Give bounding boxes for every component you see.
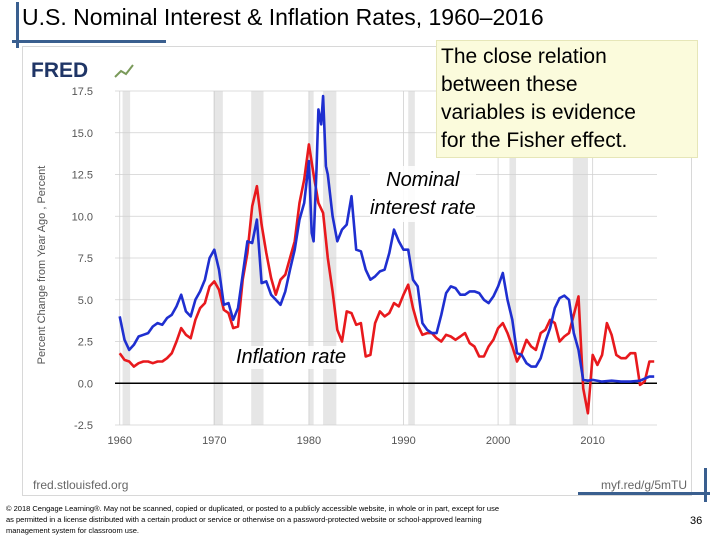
nominal-rate-annotation bbox=[370, 166, 476, 222]
y-tick-label: 2.5 bbox=[77, 336, 93, 349]
y-tick-label: -2.5 bbox=[74, 420, 93, 432]
source-left: fred.stlouisfed.org bbox=[33, 478, 129, 492]
title-accent-horizontal bbox=[12, 40, 166, 43]
y-axis-label: Percent Change from Year Ago , Percent bbox=[36, 165, 48, 365]
x-tick-label: 1980 bbox=[296, 435, 322, 447]
callout-line: variables is evidence bbox=[441, 101, 636, 124]
y-tick-label: 12.5 bbox=[71, 169, 93, 182]
fred-logo-graph-icon bbox=[115, 65, 133, 77]
callout-line: The close relation bbox=[441, 45, 607, 68]
x-tick-label: 2000 bbox=[485, 435, 511, 447]
fisher-effect-callout bbox=[436, 40, 698, 158]
y-tick-label: 15.0 bbox=[71, 127, 93, 140]
copyright-line: © 2018 Cengage Learning®. May not be scanned, copied or duplicated, or posted to a publicly accessible website, in whole or in part, except for use bbox=[6, 504, 500, 513]
page-number: 36 bbox=[690, 515, 703, 527]
footer-accent-horizontal bbox=[578, 492, 710, 495]
x-tick-label: 2010 bbox=[580, 435, 605, 447]
copyright-line: as permitted in a license distributed with a certain product or service or otherwise on a password-protected website or school-approved learning bbox=[6, 515, 482, 524]
x-tick-label: 1990 bbox=[391, 435, 416, 447]
y-tick-label: 5.0 bbox=[77, 294, 93, 307]
nominal-label-line: Nominal bbox=[386, 169, 460, 191]
fred-logo: FRED bbox=[31, 59, 89, 82]
y-tick-label: 17.5 bbox=[71, 86, 93, 98]
y-tick-label: 7.5 bbox=[77, 253, 93, 265]
slide-title: U.S. Nominal Interest & Inflation Rates, 1960–2016 bbox=[22, 4, 544, 30]
x-tick-label: 1960 bbox=[107, 435, 132, 447]
source-right: myf.red/g/5mTU bbox=[600, 478, 687, 492]
callout-line: between these bbox=[441, 73, 578, 96]
copyright-notice bbox=[6, 503, 666, 536]
nominal-label-line: interest rate bbox=[370, 197, 476, 219]
inflation-rate-annotation: Inflation rate bbox=[236, 346, 347, 368]
y-tick-label: 10.0 bbox=[71, 211, 93, 224]
y-tick-label: 0.0 bbox=[77, 378, 93, 391]
x-tick-label: 1970 bbox=[202, 435, 227, 447]
footer-accent-vertical bbox=[704, 468, 707, 502]
callout-line: for the Fisher effect. bbox=[441, 129, 628, 152]
copyright-line: management system for classroom use. bbox=[6, 526, 139, 535]
